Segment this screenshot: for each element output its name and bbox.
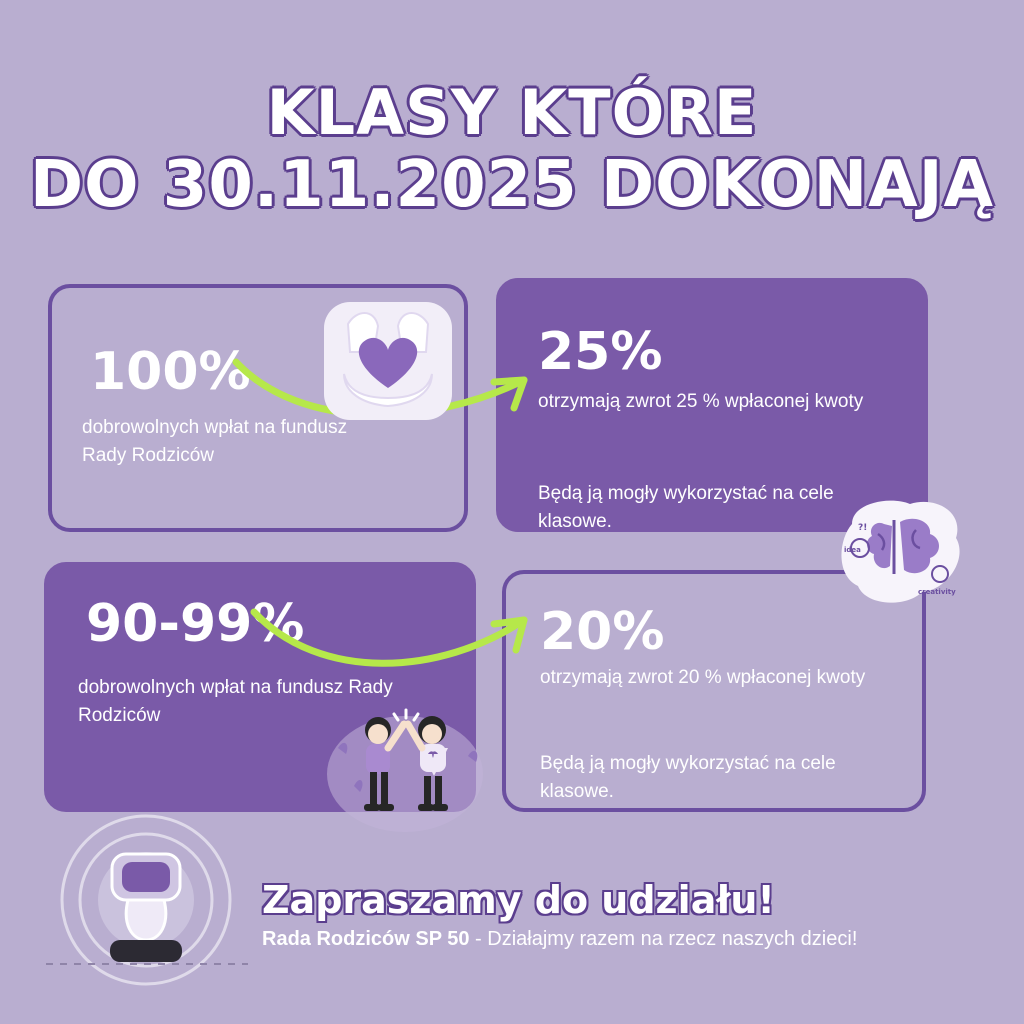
card-description: otrzymają zwrot 25 % wpłaconej kwoty	[538, 391, 864, 412]
footer-org: Rada Rodziców SP 50	[262, 928, 470, 950]
svg-text:idea: idea	[844, 546, 861, 554]
card-percent: 20%	[540, 602, 665, 662]
page-title	[0, 76, 1024, 222]
card-percent: 90-99%	[86, 594, 305, 654]
card-description: otrzymają zwrot 20 % wpłaconej kwoty	[540, 667, 866, 688]
footer-tagline-text: - Działajmy razem na rzecz naszych dzieci!	[469, 928, 858, 950]
card-description-secondary: Będą ją mogły wykorzystać na cele klasowe.	[540, 753, 836, 802]
card-description-secondary: Będą ją mogły wykorzystać na cele klasowe.	[538, 483, 834, 532]
svg-text:creativity: creativity	[918, 588, 956, 596]
card-percent: 25%	[538, 322, 663, 382]
hands-heart-illustration	[318, 296, 458, 431]
footer-tagline	[262, 928, 857, 951]
title-line-2: DO 30.11.2025 DOKONAJĄ	[29, 147, 995, 222]
card-description: dobrowolnych wpłat na fundusz Rady Rodziców	[78, 677, 393, 726]
card-percent: 100%	[90, 342, 251, 402]
svg-text:?!: ?!	[858, 523, 868, 533]
card-description: dobrowolnych wpłat na fundusz Rady Rodziców	[82, 417, 348, 466]
kids-illustration	[320, 690, 490, 845]
brain-illustration	[832, 490, 972, 623]
lamp-illustration	[36, 808, 256, 993]
title-line-1: KLASY KTÓRE	[266, 76, 758, 149]
footer-headline: Zapraszamy do udziału!	[262, 878, 775, 922]
